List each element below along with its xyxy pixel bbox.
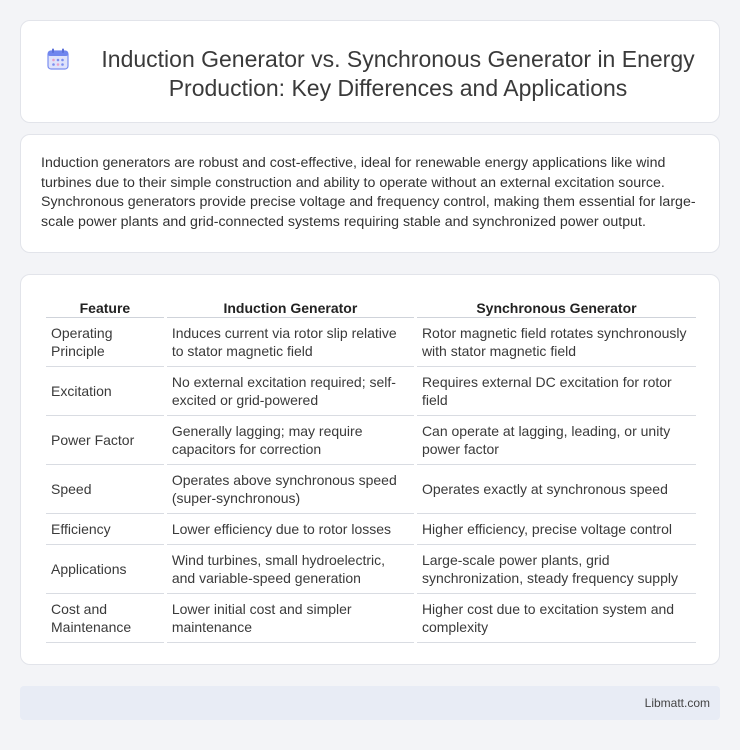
page-title: Induction Generator vs. Synchronous Generator in Energy Production: Key Differences and Applications xyxy=(101,46,695,101)
title-card xyxy=(20,20,720,123)
induction-cell: Lower initial cost and simpler maintenance xyxy=(167,594,414,643)
feature-cell: Speed xyxy=(46,465,164,514)
feature-cell: Cost and Maintenance xyxy=(46,594,164,643)
column-header-induction: Induction Generator xyxy=(167,296,414,318)
feature-cell: Power Factor xyxy=(46,416,164,465)
synchronous-cell: Operates exactly at synchronous speed xyxy=(417,465,696,514)
table-row xyxy=(46,367,696,416)
synchronous-cell: Requires external DC excitation for rotor field xyxy=(417,367,696,416)
column-header-feature: Feature xyxy=(46,296,164,318)
table-row xyxy=(46,416,696,465)
feature-cell: Operating Principle xyxy=(46,318,164,367)
table-header-row xyxy=(46,296,696,318)
synchronous-cell: Large-scale power plants, grid synchronization, steady frequency supply xyxy=(417,545,696,594)
induction-cell: Generally lagging; may require capacitors for correction xyxy=(167,416,414,465)
induction-cell: Induces current via rotor slip relative to stator magnetic field xyxy=(167,318,414,367)
table-row xyxy=(46,514,696,545)
induction-cell: Wind turbines, small hydroelectric, and variable-speed generation xyxy=(167,545,414,594)
feature-cell: Applications xyxy=(46,545,164,594)
comparison-table xyxy=(43,296,699,643)
intro-card xyxy=(20,134,720,253)
comparison-table-card xyxy=(20,274,720,665)
table-row xyxy=(46,318,696,367)
induction-cell: Lower efficiency due to rotor losses xyxy=(167,514,414,545)
synchronous-cell: Higher efficiency, precise voltage control xyxy=(417,514,696,545)
table-row xyxy=(46,594,696,643)
feature-cell: Excitation xyxy=(46,367,164,416)
table-row xyxy=(46,465,696,514)
synchronous-cell: Higher cost due to excitation system and complexity xyxy=(417,594,696,643)
induction-cell: No external excitation required; self-excited or grid-powered xyxy=(167,367,414,416)
column-header-synchronous: Synchronous Generator xyxy=(417,296,696,318)
table-row xyxy=(46,545,696,594)
intro-paragraph: Induction generators are robust and cost-effective, ideal for renewable energy applications like wind turbines due to their simple construction and ability to operate without an external excitation source. Synchronous generators provide precise voltage and frequency control, making them essential for large-scale power plants and grid-connected systems requiring stable and synchronized power output. xyxy=(41,155,696,230)
feature-cell: Efficiency xyxy=(46,514,164,545)
induction-cell: Operates above synchronous speed (super-synchronous) xyxy=(167,465,414,514)
synchronous-cell: Can operate at lagging, leading, or unity power factor xyxy=(417,416,696,465)
synchronous-cell: Rotor magnetic field rotates synchronously with stator magnetic field xyxy=(417,318,696,367)
footer-site-link[interactable]: Libmatt.com xyxy=(644,696,710,710)
footer xyxy=(20,686,720,720)
